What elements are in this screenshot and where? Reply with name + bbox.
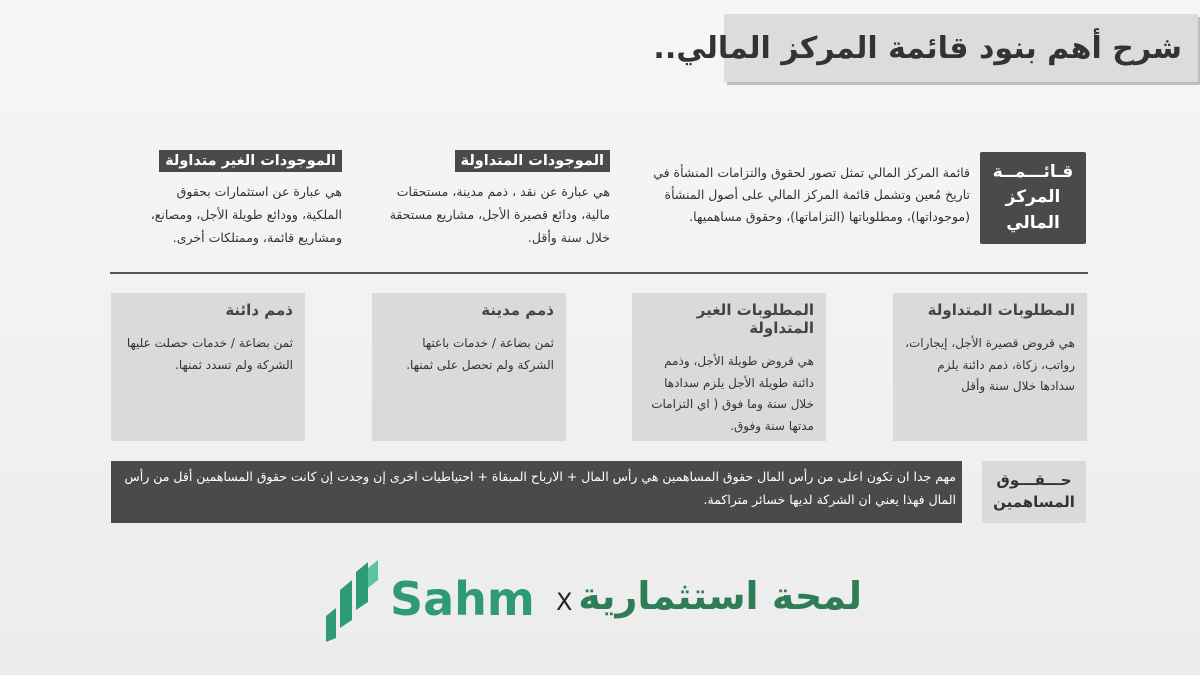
sahm-bars-icon	[324, 558, 380, 642]
balance-sheet-description: قائمة المركز المالي تمثل تصور لحقوق والتزامات المنشأة في تاريخ مُعين وتشمل قائمة المركز المالي على أصول المنشأة (موجوداتها)، ومطلوباتها (التزاماتها)، وحقوق مساهميها.	[653, 165, 970, 224]
current-assets-heading: الموجودات المتداولة	[455, 150, 610, 172]
current-liabilities-card	[893, 293, 1087, 441]
non-current-assets-heading: الموجودات الغير متداولة	[159, 150, 342, 172]
card-body: هي قروض قصيرة الأجل، إيجارات، رواتب، زكاة، ذمم دائنة يلزم سدادها خلال سنة وأقل	[905, 336, 1075, 394]
accounts-payable-card	[111, 293, 305, 441]
non-current-liabilities-card	[632, 293, 826, 441]
sahm-logo	[324, 558, 534, 642]
card-body: هي قروض طويلة الأجل، وذمم دائنة طويلة الأجل يلزم سدادها خلال سنة وما فوق ( اي التزامات مدتها سنة وفوق.	[651, 354, 814, 433]
sahm-wordmark: Sahm	[390, 572, 535, 626]
card-body: ثمن بضاعة / خدمات باعتها الشركة ولم تحصل على ثمنها.	[406, 336, 554, 372]
balance-sheet-label: قـائـــمــة المركز المالي	[980, 152, 1086, 244]
section-divider	[110, 272, 1088, 274]
current-assets-section	[372, 150, 610, 249]
title-banner	[653, 14, 1198, 82]
card-heading: المطلوبات المتداولة	[927, 301, 1075, 319]
non-current-assets-body: هي عبارة عن استثمارات بحقوق الملكية، وودائع طويلة الأجل، ومصانع، ومشاريع قائمة، وممتلكات أخرى.	[150, 184, 342, 246]
card-body: ثمن بضاعة / خدمات حصلت عليها الشركة ولم تسدد ثمنها.	[126, 336, 293, 372]
card-heading: ذمم مدينة	[481, 301, 554, 319]
lamha-logo: لمحة استثمارية	[578, 574, 862, 618]
card-heading: المطلوبات الغير المتداولة	[696, 301, 814, 337]
accounts-receivable-card	[372, 293, 566, 441]
page-title: شرح أهم بنود قائمة المركز المالي..	[653, 30, 1182, 66]
equity-label: حـــقـــوق المساهمين	[982, 461, 1086, 523]
equity-description: مهم جدا ان تكون اعلى من رأس المال حقوق المساهمين هي رأس المال + الارباح المبقاة + احتياطيات اخرى إن وجدت إن كانت حقوق المساهمين أقل من رأس المال فهذا يعني ان الشركة لديها خسائر متراكمة.	[111, 461, 962, 523]
current-assets-body: هي عبارة عن نقد ، ذمم مدينة، مستحقات مالية، ودائع قصيرة الأجل، مشاريع مستحقة خلال سنة وأقل.	[389, 184, 610, 246]
collab-separator: X	[556, 588, 573, 616]
non-current-assets-section	[150, 150, 342, 249]
card-heading: ذمم دائنة	[225, 301, 293, 319]
